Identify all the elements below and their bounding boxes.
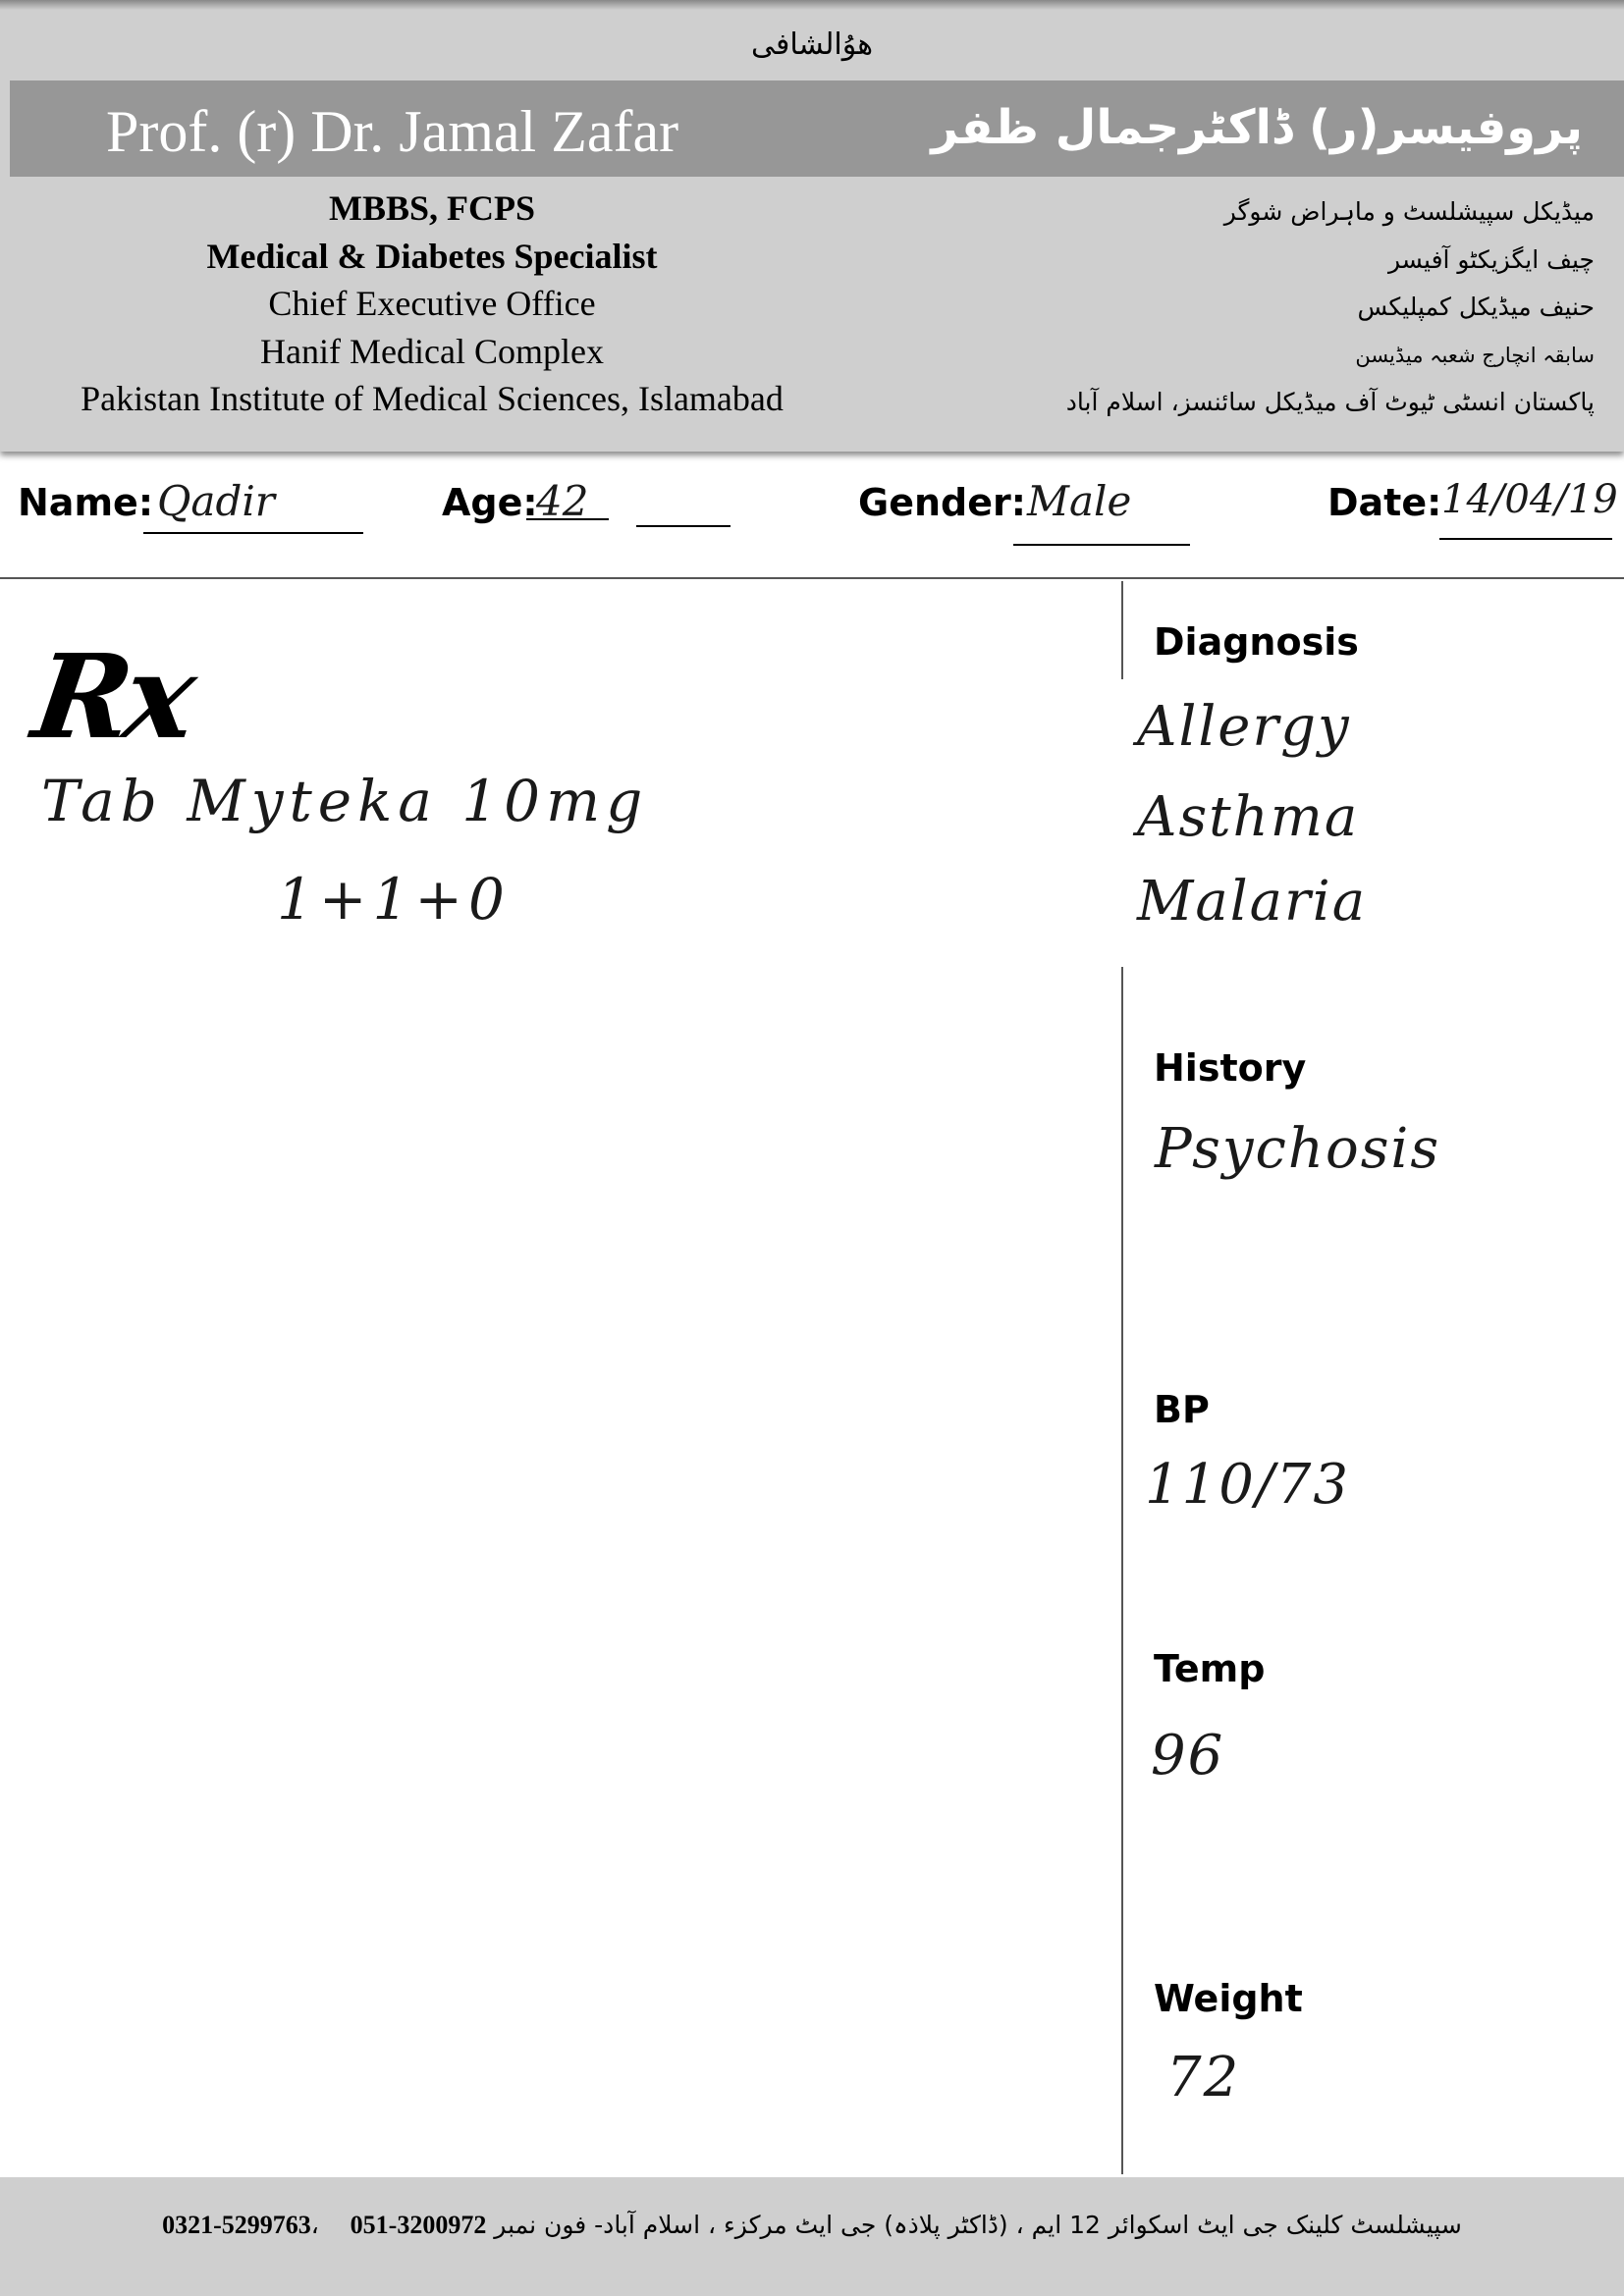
doctor-name-urdu: پروفیسر(ر) ڈاکٹرجمال ظفر (931, 100, 1583, 155)
diagnosis-item[interactable]: Allergy (1137, 695, 1351, 759)
prescription-dosage[interactable]: 1+1+0 (277, 866, 511, 933)
gender-label: Gender: (858, 481, 1026, 524)
column-divider-top (1121, 581, 1123, 679)
history-label: History (1154, 1046, 1307, 1090)
gender-underline (1013, 544, 1190, 546)
qualification-line: Chief Executive Office (268, 284, 596, 323)
header-top-edge (0, 0, 1624, 10)
patient-divider (0, 577, 1624, 579)
qualification-line-urdu: میڈیکل سپیشلسٹ و ماہراض شوگر (1223, 197, 1595, 226)
phone-number-2: 051-3200972 (350, 2211, 487, 2239)
rx-symbol: Rx (26, 628, 199, 765)
qualification-line-urdu: سابقہ انچارج شعبہ میڈیسن (1355, 343, 1595, 367)
bismillah-text: هوُالشافی (750, 27, 874, 62)
history-value[interactable]: Psychosis (1155, 1117, 1441, 1181)
gender-value[interactable]: Male (1027, 477, 1132, 525)
name-label: Name: (18, 481, 154, 524)
date-value[interactable]: 14/04/19 (1441, 477, 1618, 522)
qualification-line: Medical & Diabetes Specialist (206, 236, 658, 276)
diagnosis-item[interactable]: Asthma (1137, 785, 1360, 849)
temp-label: Temp (1154, 1647, 1266, 1690)
doctor-name-english: Prof. (r) Dr. Jamal Zafar (106, 99, 679, 164)
age-label: Age: (442, 481, 538, 524)
temp-value[interactable]: 96 (1151, 1724, 1225, 1788)
phone-number-1: 0321-5299763 (162, 2211, 311, 2239)
age-underline-2 (636, 525, 731, 527)
qualification-line-urdu: چیف ایگزیکٹو آفیسر (1387, 244, 1595, 274)
clinic-address: سپیشلسٹ کلینک جی ایٹ اسکوائر 12 ایم ، (ڈاکٹر پلاذہ) جی ایٹ مرکزء ، اسلام آباد- فون نمبر (494, 2211, 1462, 2239)
bp-label: BP (1154, 1388, 1210, 1431)
diagnosis-label: Diagnosis (1154, 620, 1359, 664)
date-underline (1439, 538, 1612, 540)
weight-label: Weight (1154, 1977, 1303, 2020)
weight-value[interactable]: 72 (1166, 2046, 1241, 2109)
qualification-line: Hanif Medical Complex (260, 331, 604, 371)
age-value[interactable]: 42 (536, 477, 589, 525)
qualifications-english (20, 185, 844, 423)
bp-value[interactable]: 110/73 (1145, 1453, 1351, 1517)
qualification-line-urdu: حنیف میڈیکل کمپلیکس (1357, 293, 1595, 321)
footer-address: سپیشلسٹ کلینک جی ایٹ اسکوائر 12 ایم ، (ڈاکٹر پلاذہ) جی ایٹ مرکزء ، اسلام آباد- فون نمبر 0321-5299763، 051-3200972 (162, 2211, 1462, 2239)
name-value[interactable]: Qadir (157, 477, 275, 525)
qualification-line: Pakistan Institute of Medical Sciences, Islamabad (81, 379, 784, 418)
column-divider (1121, 967, 1123, 2174)
age-underline (526, 518, 609, 520)
qualification-line-urdu: پاکستان انسٹی ٹیوٹ آف میڈیکل سائنسز، اسلام آباد (1065, 388, 1595, 416)
qualification-line: MBBS, FCPS (328, 188, 536, 228)
prescription-line[interactable]: Tab Myteka 10mg (41, 768, 649, 834)
qualifications-urdu (907, 188, 1595, 427)
date-label: Date: (1327, 481, 1442, 524)
diagnosis-item[interactable]: Malaria (1137, 870, 1368, 934)
name-underline (143, 532, 363, 534)
